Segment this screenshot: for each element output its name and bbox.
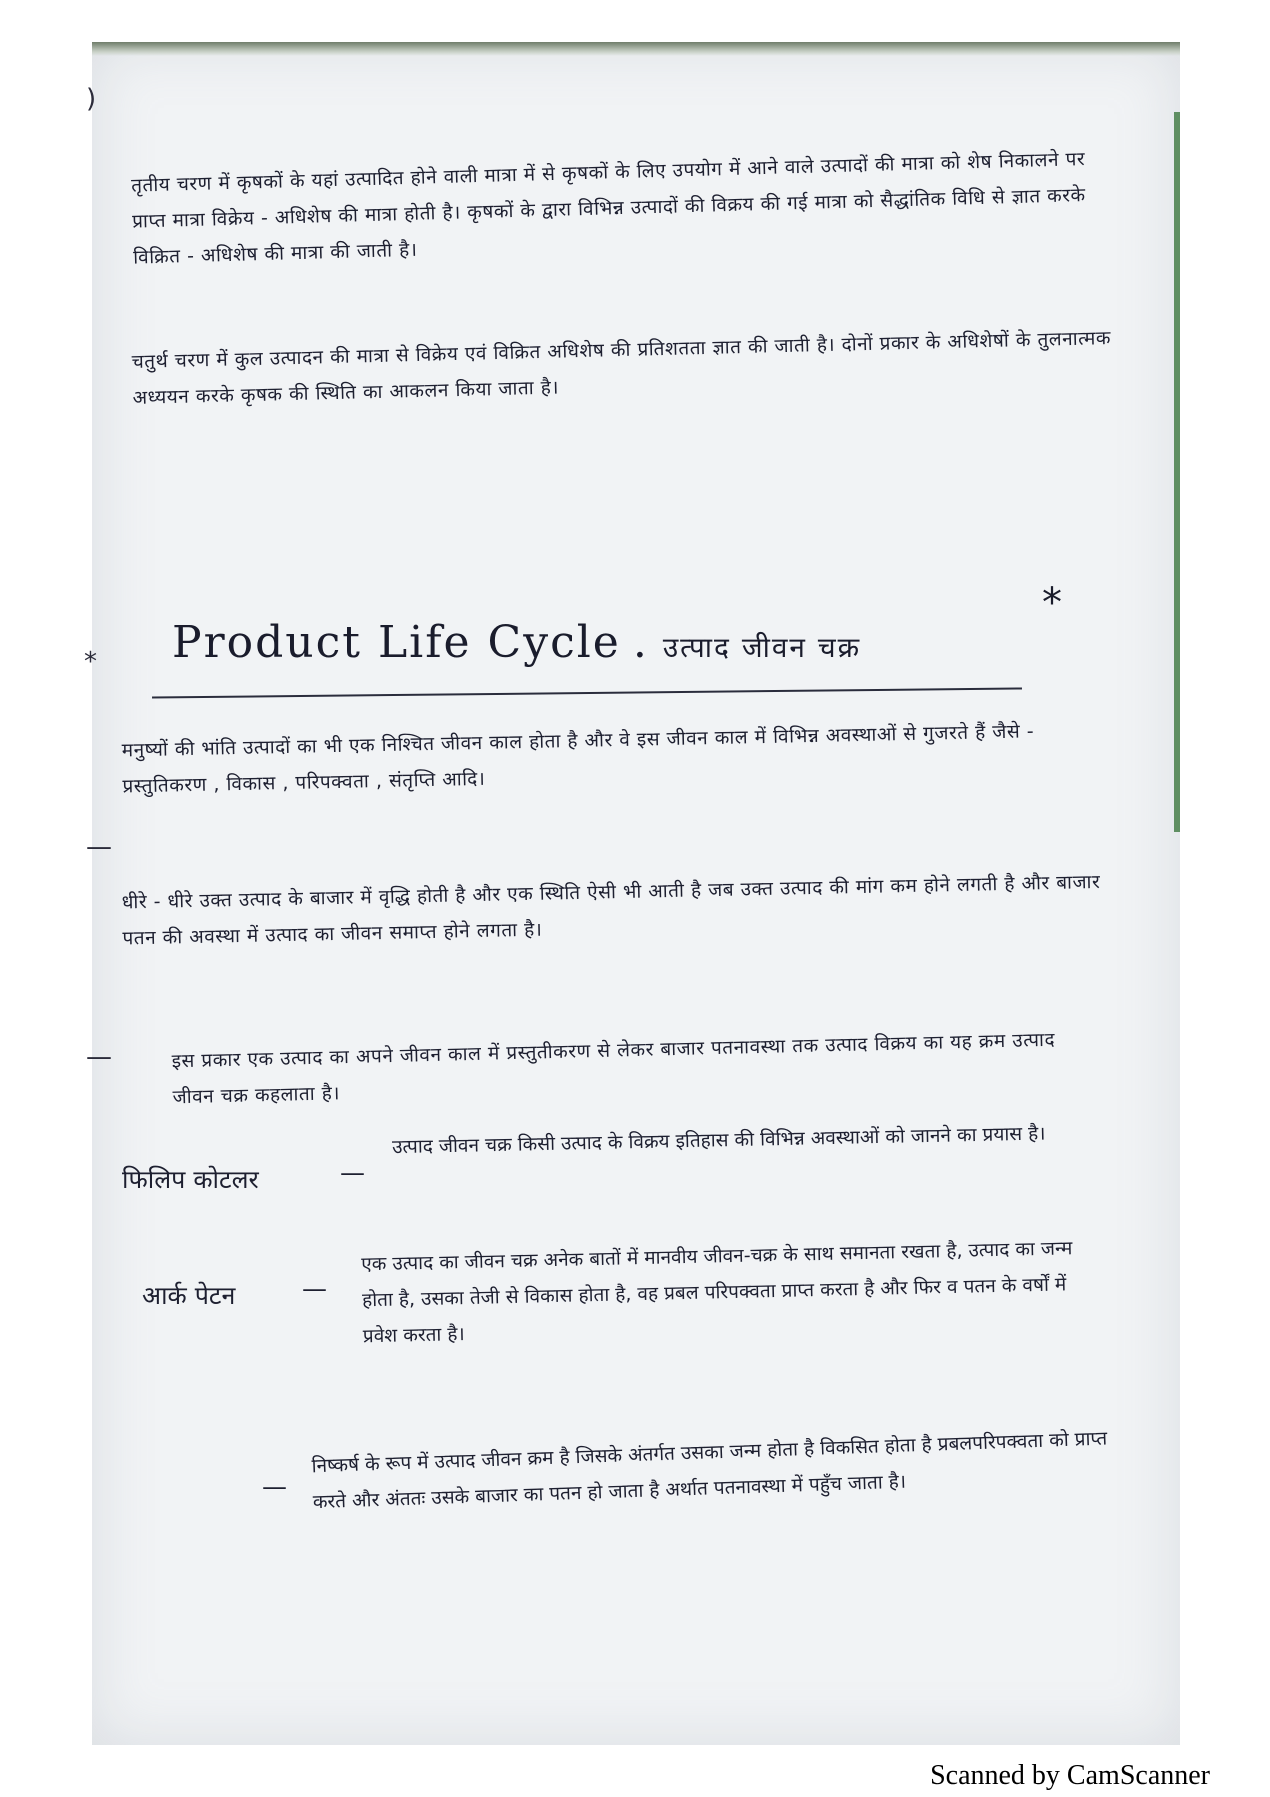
- intro-paragraph-2: चतुर्थ चरण में कुल उत्पादन की मात्रा से विक्रेय एवं विक्रित अधिशेष की प्रतिशतता ज्ञात की जाती है। दोनों प्रकार के अधिशेषों के तुलनात्मक अध्ययन करके कृषक की स्थिति का आकलन किया जाता है।: [131, 327, 1112, 409]
- conclusion-dash: —: [262, 1472, 287, 1501]
- page-top-edge: [92, 42, 1180, 56]
- page-title: [172, 617, 861, 668]
- page-side-edge: [1174, 112, 1180, 832]
- body-paragraph-1: मनुष्यों की भांति उत्पादों का भी एक निश्चित जीवन काल होता है और वे इस जीवन काल में विभिन्न अवस्थाओं से गुजरते हैं जैसे - प्रस्तुतिकरण , विकास , परिपक्वता , संतृप्ति आदि।: [121, 720, 1035, 798]
- margin-asterisk-mark: *: [84, 647, 97, 677]
- title-separator: .: [632, 617, 649, 668]
- star-mark: *: [1042, 580, 1062, 626]
- conclusion-text: निष्कर्ष के रूप में उत्पाद जीवन क्रम है जिसके अंतर्गत उसका जन्म होता है विकसित होता है प्रबलपरिपक्वता को प्राप्त करते और अंततः उसके बाजार का पतन हो जाता है अर्थात पतनावस्था में पहुँच जाता है।: [311, 1427, 1108, 1514]
- body-paragraph-2: धीरे - धीरे उक्त उत्पाद के बाजार में वृद्धि होती है और एक स्थिति ऐसी भी आती है जब उक्त उत्पाद की मांग कम होने लगती है और बाजार पतन की अवस्था में उत्पाद का जीवन समाप्त होने लगता है।: [121, 870, 1101, 950]
- definition-label-patton: आर्क पेटन: [142, 1281, 236, 1310]
- definition-label-kotler: फिलिप कोटलर: [122, 1165, 259, 1194]
- margin-dash-mark-2: —: [86, 1042, 112, 1072]
- scanned-page: [84, 42, 1180, 1745]
- title-underline: [152, 687, 1022, 698]
- title-hindi: उत्पाद जीवन चक्र: [662, 631, 862, 664]
- definition-dash-kotler: —: [340, 1158, 365, 1187]
- margin-dash-mark: —: [86, 832, 112, 862]
- intro-paragraph-1: तृतीय चरण में कृषकों के यहां उत्पादित होने वाली मात्रा में से कृषकों के लिए उपयोग में आने वाले उत्पादों की मात्रा को शेष निकालने पर प्राप्त मात्रा विक्रेय - अधिशेष की मात्रा होती है। कृषकों के द्वारा विभिन्न उत्पादों की विक्रय की गई मात्रा को सैद्धांतिक विधि से ज्ञात करके विक्रित - अधिशेष की मात्रा की जाती है।: [130, 148, 1086, 269]
- scanner-footer: Scanned by CamScanner: [930, 1760, 1210, 1791]
- margin-bracket-mark: ): [86, 84, 97, 114]
- definition-text-patton: एक उत्पाद का जीवन चक्र अनेक बातों में मानवीय जीवन-चक्र के साथ समानता रखता है, उत्पाद का जन्म होता है, उसका तेजी से विकास होता है, वह प्रबल परिपक्वता प्राप्त करता है और फिर व पतन के वर्षों में प्रवेश करता है।: [361, 1237, 1073, 1348]
- body-paragraph-3: इस प्रकार एक उत्पाद का अपने जीवन काल में प्रस्तुतीकरण से लेकर बाजार पतनावस्था तक उत्पाद विक्रय का यह क्रम उत्पाद जीवन चक्र कहलाता है।: [171, 1028, 1056, 1109]
- definition-text-kotler: उत्पाद जीवन चक्र किसी उत्पाद के विक्रय इतिहास की विभिन्न अवस्थाओं को जानने का प्रयास है।: [391, 1122, 1046, 1159]
- title-english: Product Life Cycle: [172, 617, 621, 668]
- definition-dash-patton: —: [302, 1274, 327, 1303]
